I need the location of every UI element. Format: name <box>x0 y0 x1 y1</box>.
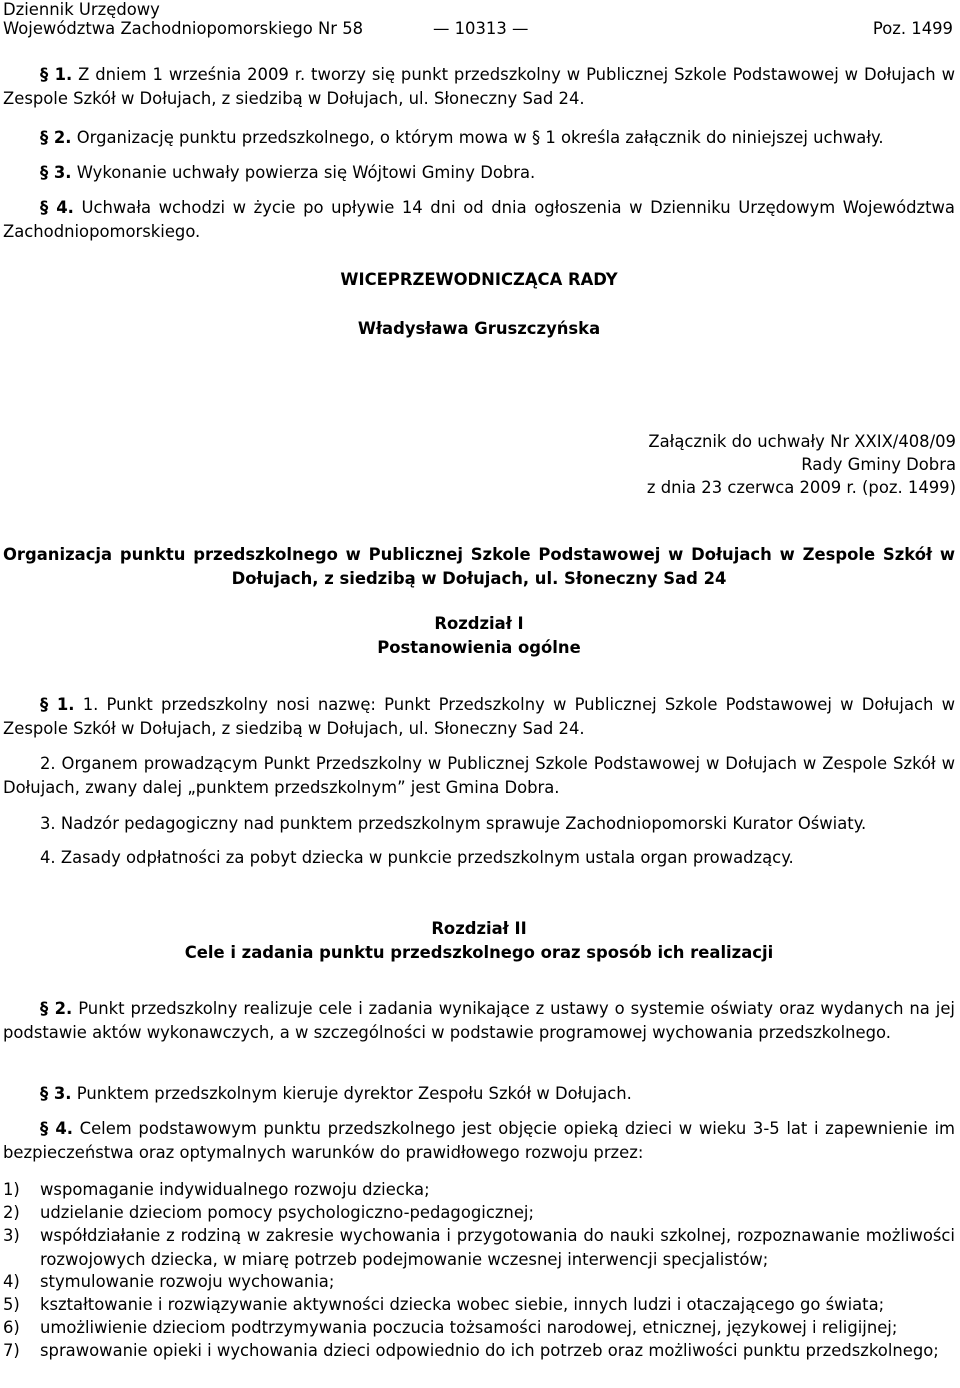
chapter-1-section-1-point-2: 2. Organem prowadzącym Punkt Przedszkolny w Publicznej Szkole Podstawowej w Dołujach w Zespole Szkół w Dołujach, zwany dalej „punktem przedszkolnym” jest Gmina Dobra. <box>3 754 955 797</box>
paragraph-text: Punkt przedszkolny realizuje cele i zadania wynikające z ustawy o systemie oświaty oraz wydanych na jej podstawie aktów wykonawczych, a w szczególności w podstawie programowej wychowania przedszkolnego. <box>3 999 955 1042</box>
paragraph-text: Organizację punktu przedszkolnego, o którym mowa w § 1 określa załącznik do niniejszej uchwały. <box>71 128 884 147</box>
chapter-1-section-1-point-4: 4. Zasady odpłatności za pobyt dziecka w punkcie przedszkolnym ustala organ prowadzący. <box>40 848 794 867</box>
paragraph-text: Wykonanie uchwały powierza się Wójtowi Gminy Dobra. <box>71 163 536 182</box>
signature-name: Władysława Gruszczyńska <box>357 319 601 338</box>
list-number: 2) <box>3 1203 20 1222</box>
journal-region: Województwa Zachodniopomorskiego Nr 58 <box>3 19 364 38</box>
chapter-2-section-2 <box>3 997 955 1045</box>
list-text: kształtowanie i rozwiązywanie aktywności dziecka wobec siebie, innych ludzi i otaczającego go świata; <box>40 1295 885 1314</box>
document-title: Organizacja punktu przedszkolnego w Publicznej Szkole Podstawowej w Dołujach w Zespole Szkół w Dołujach, z siedzibą w Dołujach, ul. Słoneczny Sad 24 <box>3 545 955 588</box>
chapter-2-subtitle: Cele i zadania punktu przedszkolnego oraz sposób ich realizacji <box>184 943 774 962</box>
list-number: 6) <box>3 1318 20 1337</box>
section-number: § 2. <box>40 128 72 147</box>
list-number: 3) <box>3 1226 20 1245</box>
chapter-2-section-3 <box>3 1082 955 1106</box>
paragraph-text: Uchwała wchodzi w życie po upływie 14 dni od dnia ogłoszenia w Dzienniku Urzędowym Województwa Zachodniopomorskiego. <box>3 198 955 241</box>
list-item <box>3 1270 955 1294</box>
journal-subtitle-row <box>3 19 955 39</box>
list-item <box>3 1293 955 1317</box>
page-number: — 10313 — <box>433 19 529 38</box>
attachment-ref-line-1: Załącznik do uchwały Nr XXIX/408/09 <box>648 432 956 451</box>
chapter-1-subtitle: Postanowienia ogólne <box>377 638 581 657</box>
list-text: udzielanie dzieciom pomocy psychologiczno-pedagogicznej; <box>40 1203 534 1222</box>
chapter-1-title: Rozdział I <box>434 614 524 633</box>
resolution-paragraph-3 <box>3 161 955 185</box>
list-item <box>3 1339 955 1363</box>
paragraph-text: Punktem przedszkolnym kieruje dyrektor Zespołu Szkół w Dołujach. <box>71 1084 632 1103</box>
section-number: § 1. <box>40 65 73 84</box>
signature-role: WICEPRZEWODNICZĄCA RADY <box>340 270 618 289</box>
attachment-ref-line-2: Rady Gminy Dobra <box>801 455 956 474</box>
list-item <box>3 1201 955 1225</box>
list-text: wspomaganie indywidualnego rozwoju dziecka; <box>40 1180 430 1199</box>
chapter-2-title: Rozdział II <box>431 919 527 938</box>
section-number: § 3. <box>40 1084 72 1103</box>
section-number: § 1. <box>40 695 75 714</box>
list-item <box>3 1178 955 1202</box>
list-number: 7) <box>3 1341 20 1360</box>
list-number: 4) <box>3 1272 20 1291</box>
list-text: współdziałanie z rodziną w zakresie wychowania i przygotowania do nauki szkolnej, rozpoznawanie możliwości rozwojowych dziecka, w miarę potrzeb podejmowanie wczesnej interwencji specjalistów; <box>40 1226 955 1269</box>
resolution-paragraph-4 <box>3 196 955 244</box>
paragraph-text: Z dniem 1 września 2009 r. tworzy się punkt przedszkolny w Publicznej Szkole Podstawowej w Dołujach w Zespole Szkół w Dołujach, z siedzibą w Dołujach, ul. Słoneczny Sad 24. <box>3 65 955 108</box>
list-text: umożliwienie dzieciom podtrzymywania poczucia tożsamości narodowej, etnicznej, językowej i religijnej; <box>40 1318 898 1337</box>
list-item <box>3 1224 955 1272</box>
journal-title: Dziennik Urzędowy <box>3 0 160 19</box>
chapter-1-section-1 <box>3 693 955 741</box>
section-number: § 4. <box>40 1119 73 1138</box>
list-item <box>3 1316 955 1340</box>
resolution-paragraph-2 <box>3 126 955 150</box>
list-number: 1) <box>3 1180 20 1199</box>
section-number: § 2. <box>40 999 73 1018</box>
section-number: § 4. <box>40 198 74 217</box>
list-text: stymulowanie rozwoju wychowania; <box>40 1272 335 1291</box>
list-text: sprawowanie opieki i wychowania dzieci odpowiednio do ich potrzeb oraz możliwości punktu przedszkolnego; <box>40 1341 939 1360</box>
list-number: 5) <box>3 1295 20 1314</box>
chapter-2-section-4 <box>3 1117 955 1165</box>
section-number: § 3. <box>40 163 72 182</box>
paragraph-text: 1. Punkt przedszkolny nosi nazwę: Punkt Przedszkolny w Publicznej Szkole Podstawowej w Dołujach w Zespole Szkół w Dołujach, z siedzibą w Dołujach, ul. Słoneczny Sad 24. <box>3 695 955 738</box>
position-number: Poz. 1499 <box>872 19 953 38</box>
paragraph-text: Celem podstawowym punktu przedszkolnego jest objęcie opieką dzieci w wieku 3-5 lat i zapewnienie im bezpieczeństwa oraz optymalnych warunków do prawidłowego rozwoju przez: <box>3 1119 955 1162</box>
attachment-ref-line-3: z dnia 23 czerwca 2009 r. (poz. 1499) <box>646 478 956 497</box>
chapter-1-section-1-point-3: 3. Nadzór pedagogiczny nad punktem przedszkolnym sprawuje Zachodniopomorski Kurator Oświaty. <box>40 814 867 833</box>
resolution-paragraph-1 <box>3 63 955 111</box>
